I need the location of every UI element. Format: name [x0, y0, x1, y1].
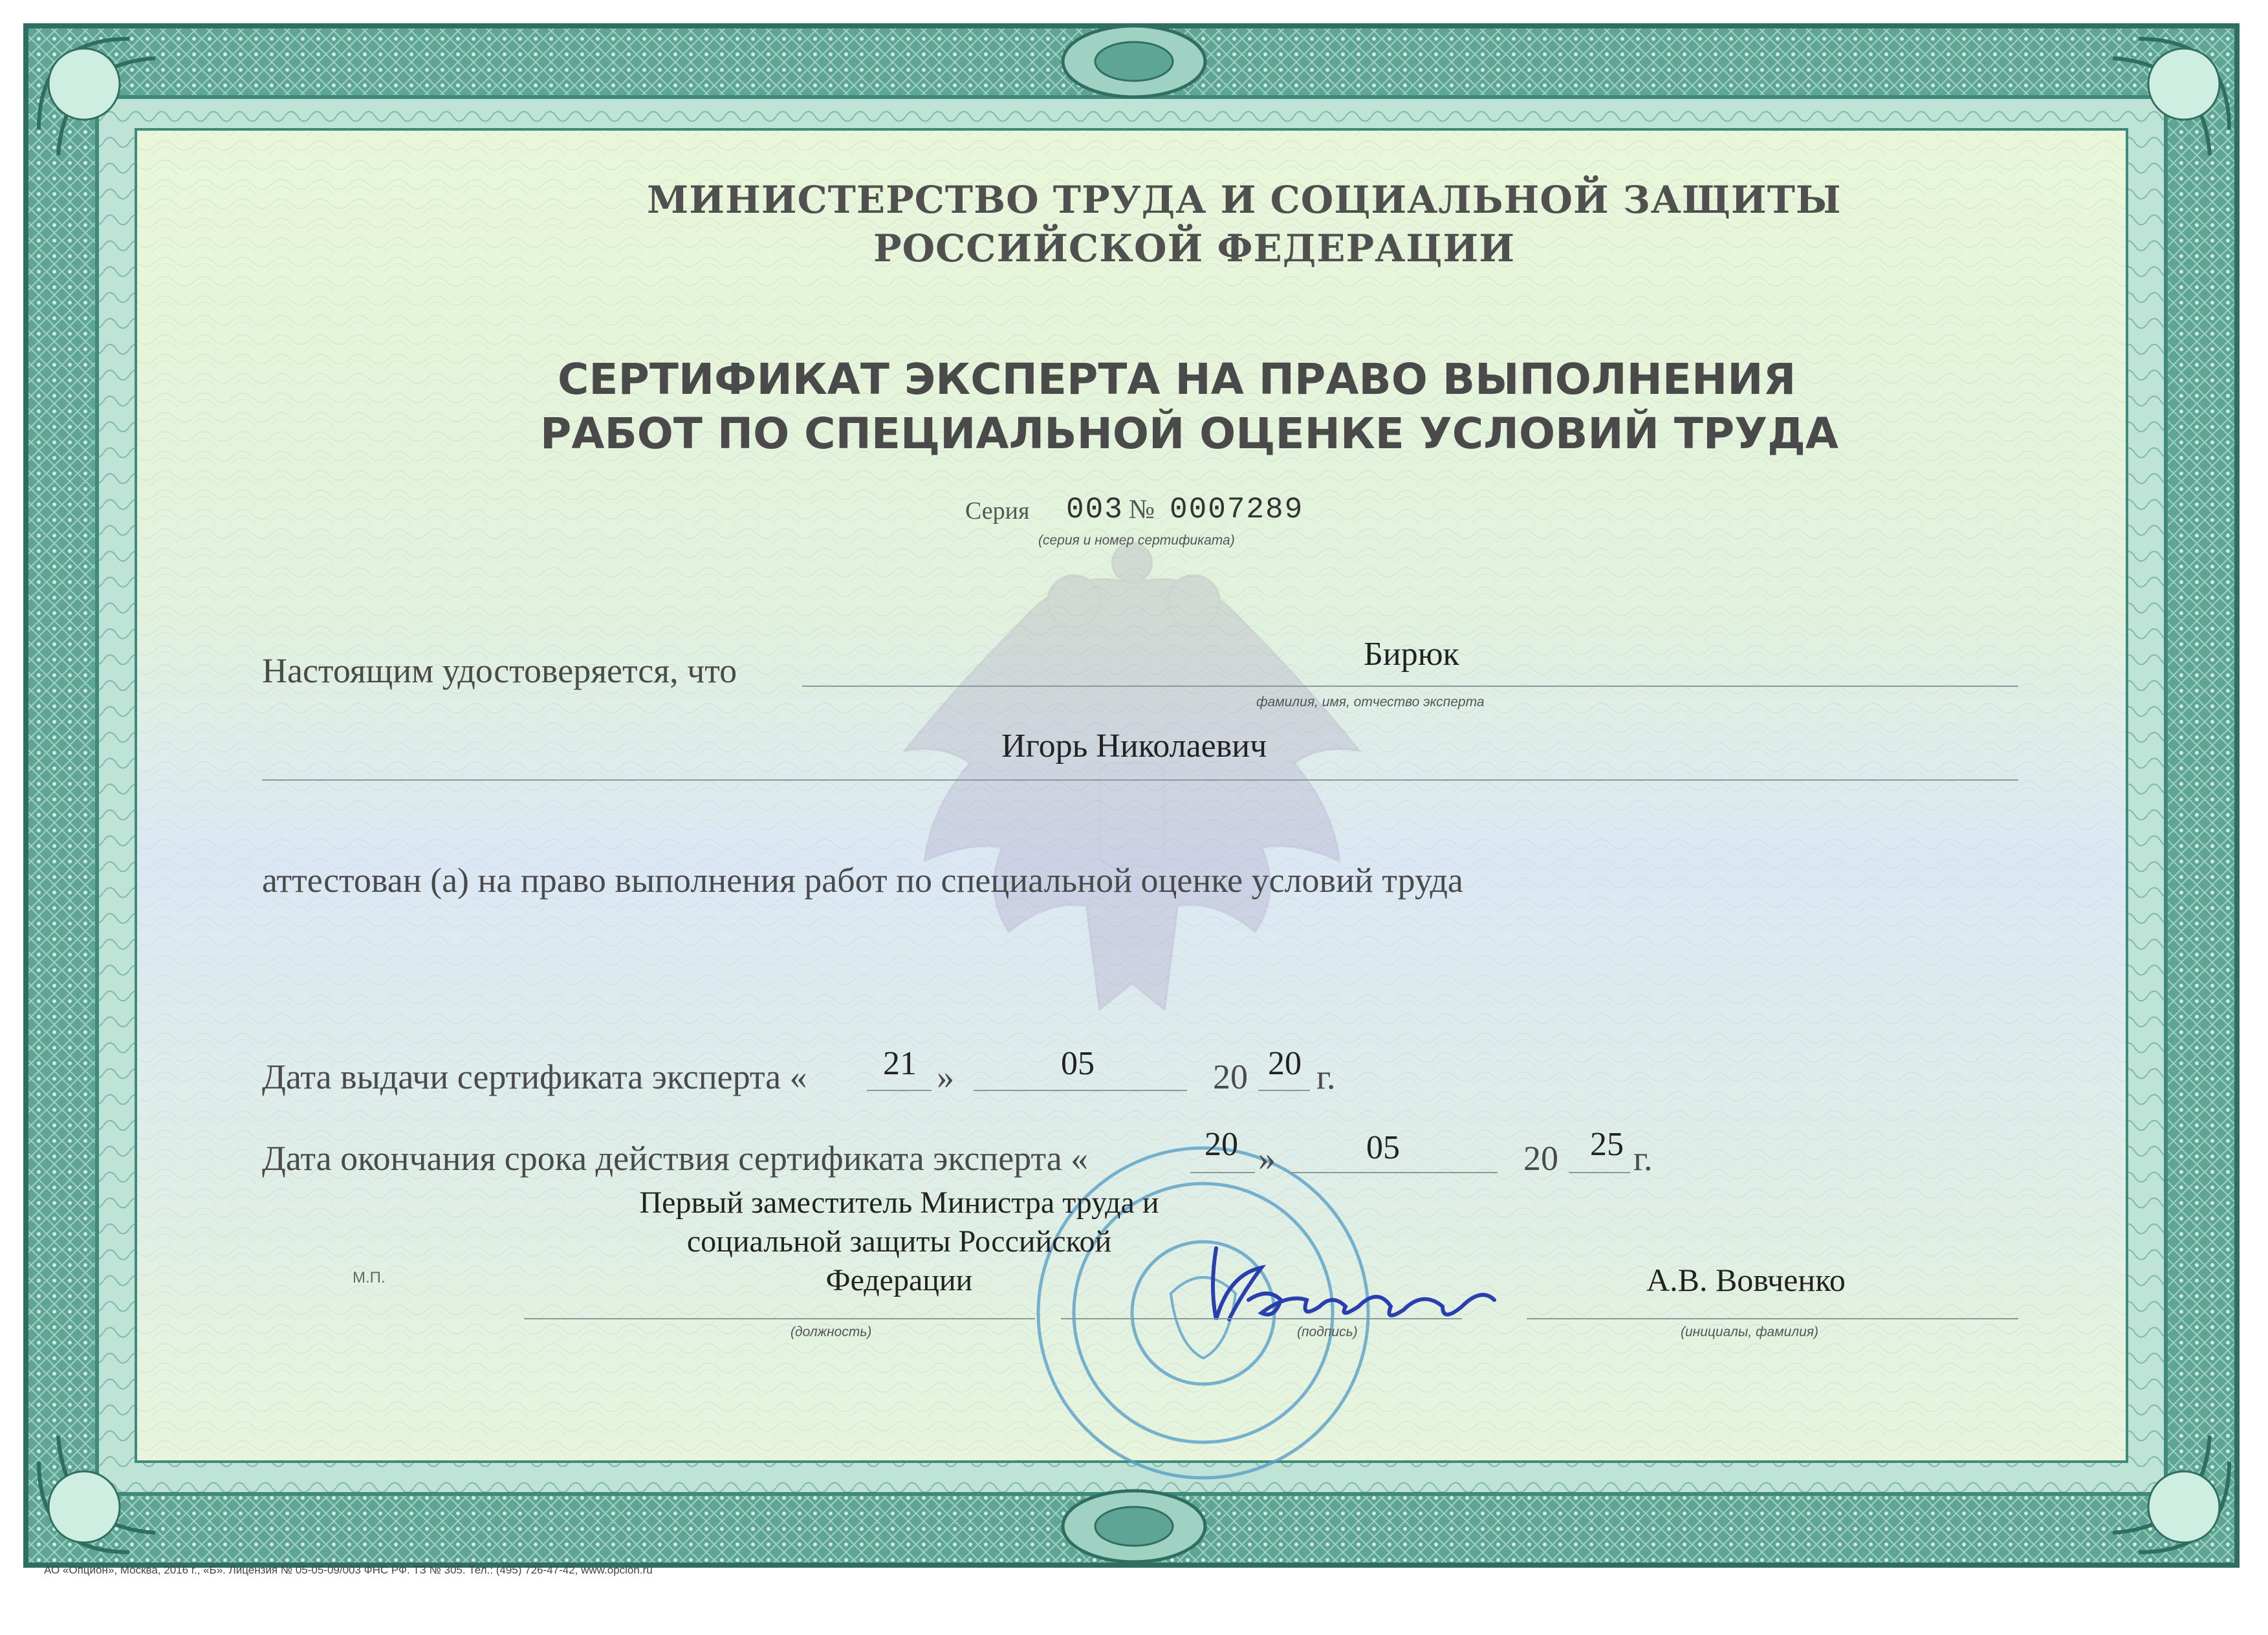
stamp-place-label: М.П. [353, 1269, 386, 1286]
certifies-intro: Настоящим удостоверяется, что [262, 651, 737, 690]
certificate-number: 0007289 [1170, 493, 1304, 526]
surname-underline [802, 686, 2018, 687]
issue-date-day: 21 [883, 1045, 917, 1082]
issue-date-year-prefix: 20 [1213, 1057, 1248, 1096]
printer-imprint: АО «Опцион», Москва, 2016 г., «Б». Лицензия № 05-05-09/003 ФНС РФ. ТЗ № 305. Тел.: (495) 726-47-42, www.opcion.ru [44, 1564, 653, 1576]
series-value: 003 [1066, 493, 1124, 526]
expiry-day-underline [1190, 1172, 1255, 1173]
issue-date-year-suffix: 20 [1268, 1045, 1302, 1082]
signatory-position-line2: социальной защиты Российской [686, 1224, 1112, 1259]
signatory-name-underline [1527, 1318, 2018, 1319]
certificate-title-line2: РАБОТ ПО СПЕЦИАЛЬНОЙ ОЦЕНКЕ УСЛОВИЙ ТРУДА [540, 409, 1838, 459]
issue-date-year-unit: г. [1316, 1057, 1336, 1096]
signature-caption: (подпись) [1297, 1325, 1358, 1339]
issue-date-month: 05 [1061, 1045, 1095, 1082]
expiry-date-day: 20 [1205, 1126, 1238, 1163]
signatory-position [492, 1184, 1307, 1300]
expert-name-caption: фамилия, имя, отчество эксперта [1256, 695, 1485, 709]
issue-day-underline [867, 1090, 932, 1091]
signatory-position-line1: Первый заместитель Министра труда и [639, 1186, 1159, 1220]
issue-month-underline [974, 1090, 1187, 1091]
position-underline [524, 1318, 1035, 1319]
expiry-date-year-unit: г. [1633, 1139, 1653, 1178]
position-caption: (должность) [791, 1325, 872, 1339]
signature-underline [1061, 1318, 1462, 1319]
given-names-underline [262, 779, 2018, 781]
signatory-name: А.В. Вовченко [1646, 1262, 1846, 1298]
series-label: Серия [965, 497, 1030, 525]
expiry-date-label: Дата окончания срока действия сертификата эксперта « [262, 1139, 1089, 1178]
signatory-position-line3: Федерации [825, 1263, 973, 1297]
expiry-date-close-quote: » [1258, 1139, 1276, 1178]
expert-given-names: Игорь Николаевич [1001, 728, 1267, 764]
issue-date-close-quote: » [937, 1057, 954, 1096]
rosette-top [1063, 26, 1205, 97]
signatory-name-caption: (инициалы, фамилия) [1681, 1325, 1819, 1339]
certificate-title-line1: СЕРТИФИКАТ ЭКСПЕРТА НА ПРАВО ВЫПОЛНЕНИЯ [558, 354, 1796, 404]
expiry-date-year-suffix: 25 [1590, 1126, 1624, 1163]
expiry-month-underline [1291, 1172, 1498, 1173]
expiry-date-year-prefix: 20 [1523, 1139, 1558, 1178]
ministry-heading-line2: РОССИЙСКОЙ ФЕДЕРАЦИИ [873, 226, 1516, 270]
series-caption: (серия и номер сертификата) [1038, 533, 1235, 548]
expert-surname: Бирюк [1364, 636, 1459, 673]
issue-date-label: Дата выдачи сертификата эксперта « [262, 1057, 807, 1096]
issue-year-underline [1258, 1090, 1310, 1091]
expiry-date-month: 05 [1366, 1129, 1400, 1166]
expiry-year-underline [1569, 1172, 1630, 1173]
rosette-bottom [1063, 1491, 1205, 1562]
attestation-text: аттестован (а) на право выполнения работ по специальной оценке условий труда [262, 861, 1463, 900]
number-sign: № [1129, 495, 1155, 525]
ministry-heading-line1: МИНИСТЕРСТВО ТРУДА И СОЦИАЛЬНОЙ ЗАЩИТЫ [647, 178, 1842, 222]
